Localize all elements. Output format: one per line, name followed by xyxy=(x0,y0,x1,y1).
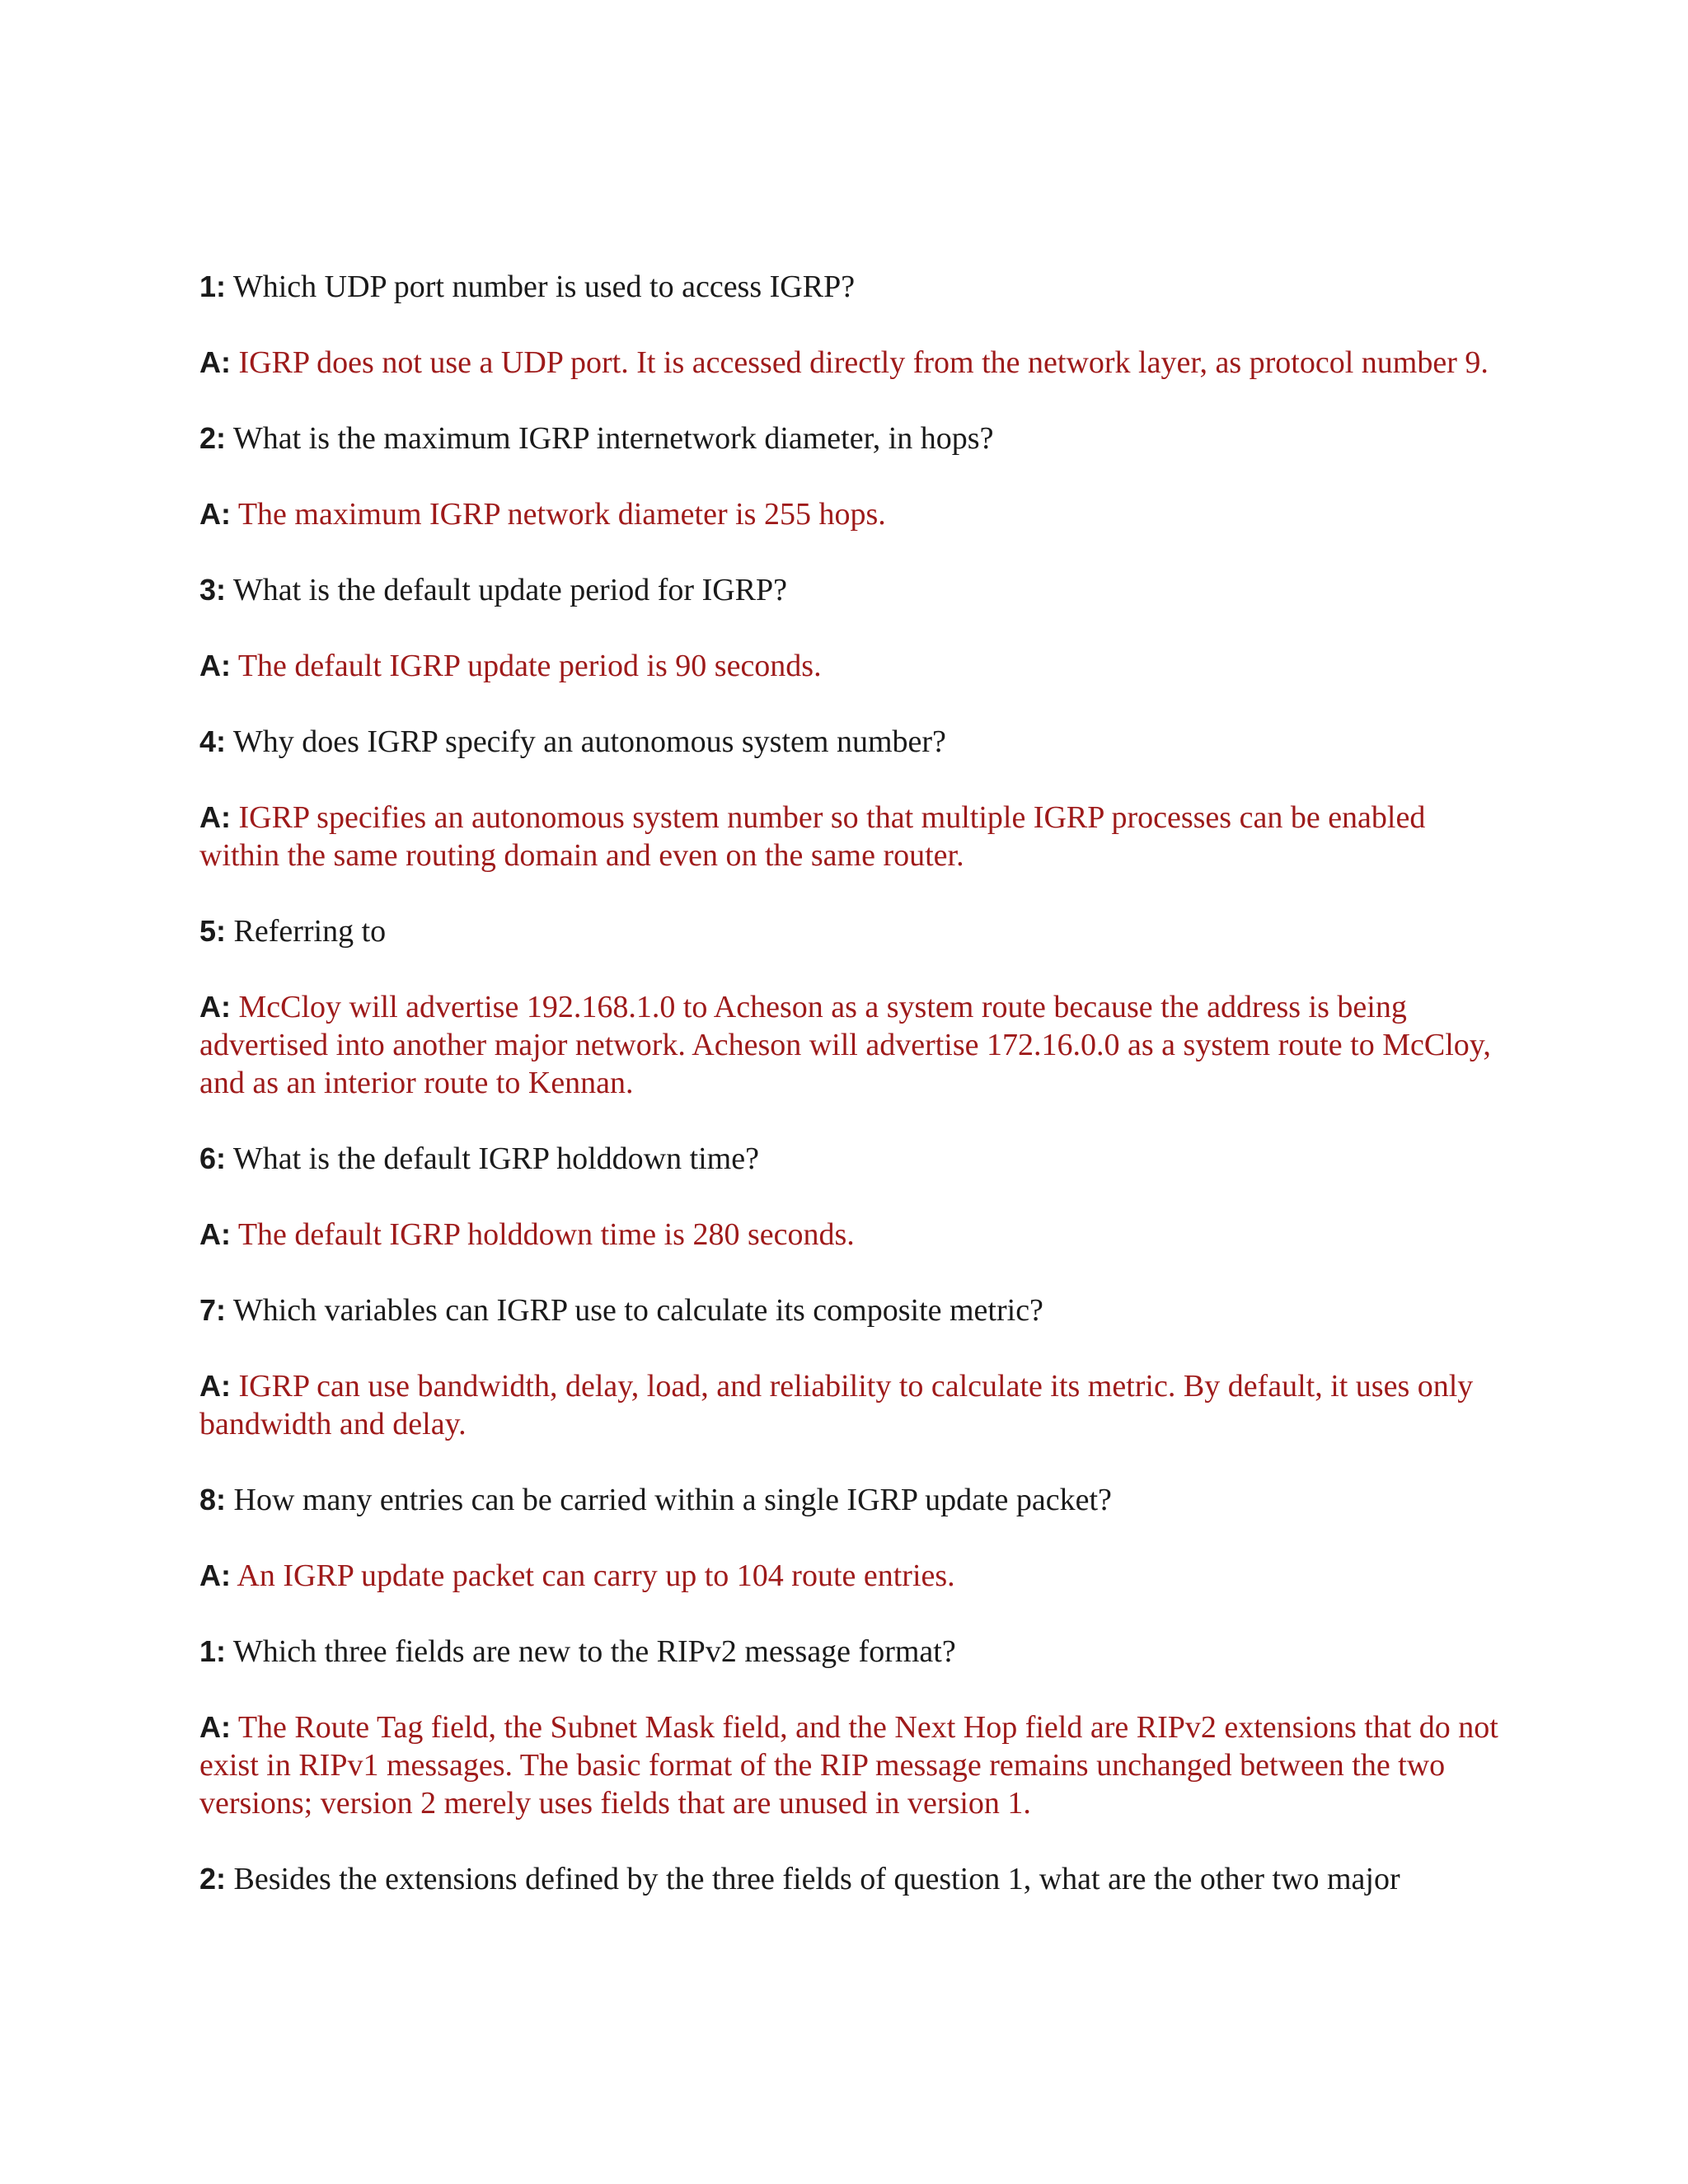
answer-text: The default IGRP update period is 90 seconds. xyxy=(237,649,822,683)
answer-5 xyxy=(199,988,1502,1102)
question-text: Why does IGRP specify an autonomous system number? xyxy=(232,724,946,759)
answer-text: McCloy will advertise 192.168.1.0 to Acheson as a system route because the address is being advertised into another major network. Acheson will advertise 172.16.0.0 as a system route to McCloy, and as an interior route to Kennan. xyxy=(199,990,1491,1100)
answer-2 xyxy=(199,495,1502,533)
document-page xyxy=(199,268,1502,1898)
answer-label: A: xyxy=(199,800,231,834)
answer-text: The maximum IGRP network diameter is 255 hops. xyxy=(237,497,886,532)
question-label: 7: xyxy=(199,1293,227,1327)
answer-3 xyxy=(199,647,1502,685)
answer-8 xyxy=(199,1557,1502,1595)
question-text: What is the default update period for IGRP? xyxy=(232,573,788,607)
question-text: What is the default IGRP holddown time? xyxy=(232,1141,759,1176)
question-6 xyxy=(199,1140,1502,1178)
answer-label: A: xyxy=(199,345,231,379)
question-8 xyxy=(199,1481,1502,1519)
answer-label: A: xyxy=(199,1217,231,1251)
question-label: 3: xyxy=(199,573,227,607)
question-label: 5: xyxy=(199,914,227,948)
answer-label: A: xyxy=(199,1369,231,1403)
question-label: 8: xyxy=(199,1483,227,1516)
question-text: What is the maximum IGRP internetwork diameter, in hops? xyxy=(232,421,994,456)
answer-text: The default IGRP holddown time is 280 seconds. xyxy=(237,1217,855,1252)
answer-9 xyxy=(199,1708,1502,1822)
question-3 xyxy=(199,571,1502,609)
answer-label: A: xyxy=(199,1558,231,1592)
answer-label: A: xyxy=(199,990,231,1024)
question-text: Referring to xyxy=(233,914,387,949)
question-7 xyxy=(199,1291,1502,1329)
question-10 xyxy=(199,1860,1502,1898)
answer-text: An IGRP update packet can carry up to 104 route entries. xyxy=(237,1558,955,1593)
question-text: Which UDP port number is used to access IGRP? xyxy=(232,269,856,304)
answer-text: IGRP does not use a UDP port. It is accessed directly from the network layer, as protocol number 9. xyxy=(238,345,1489,380)
answer-text: The Route Tag field, the Subnet Mask field, and the Next Hop field are RIPv2 extensions that do not exist in RIPv1 messages. The basic format of the RIP message remains unchanged between the two versions; version 2 merely uses fields that are unused in version 1. xyxy=(199,1710,1498,1821)
question-text: Besides the extensions defined by the three fields of question 1, what are the other two major xyxy=(233,1862,1400,1896)
answer-label: A: xyxy=(199,497,231,531)
answer-4 xyxy=(199,799,1502,874)
answer-label: A: xyxy=(199,649,231,682)
question-9 xyxy=(199,1633,1502,1671)
answer-6 xyxy=(199,1216,1502,1254)
answer-text: IGRP specifies an autonomous system number so that multiple IGRP processes can be enabled within the same routing domain and even on the same router. xyxy=(199,800,1426,873)
question-label: 2: xyxy=(199,421,227,455)
question-text: Which variables can IGRP use to calculate its composite metric? xyxy=(232,1293,1043,1328)
question-label: 1: xyxy=(199,269,227,303)
answer-label: A: xyxy=(199,1710,231,1744)
question-label: 2: xyxy=(199,1862,227,1896)
answer-text: IGRP can use bandwidth, delay, load, and reliability to calculate its metric. By default, it uses only bandwidth and delay. xyxy=(199,1369,1474,1441)
question-text: How many entries can be carried within a single IGRP update packet? xyxy=(233,1483,1112,1517)
question-2 xyxy=(199,419,1502,457)
question-4 xyxy=(199,723,1502,761)
answer-1 xyxy=(199,344,1502,382)
question-text: Which three fields are new to the RIPv2 message format? xyxy=(232,1634,956,1669)
question-1 xyxy=(199,268,1502,306)
question-5 xyxy=(199,912,1502,950)
answer-7 xyxy=(199,1367,1502,1443)
question-label: 4: xyxy=(199,724,227,758)
question-label: 1: xyxy=(199,1634,227,1668)
question-label: 6: xyxy=(199,1141,227,1175)
